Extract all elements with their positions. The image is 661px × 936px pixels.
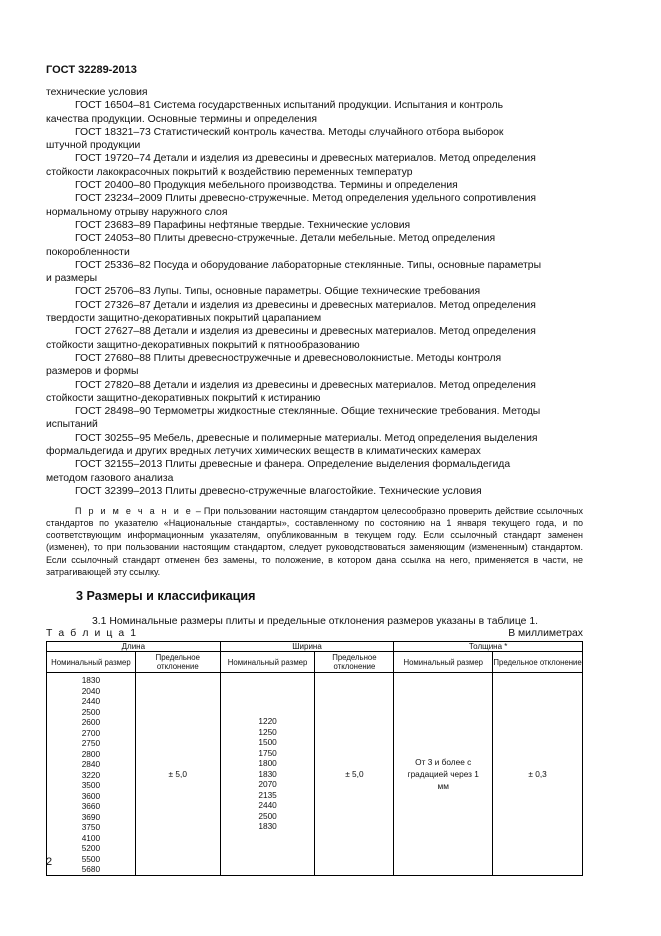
reference-code: ГОСТ 20400–80: [75, 180, 151, 192]
table-row: [47, 673, 583, 876]
size-value: 2040: [81, 685, 101, 696]
col-width-nominal: Номинальный размер: [220, 652, 315, 673]
continuation-line: технические условия: [46, 87, 148, 98]
size-value: 3600: [81, 790, 101, 801]
col-thickness-tolerance: Предельное отклонение: [493, 652, 583, 673]
size-value: 2440: [81, 696, 101, 707]
reference-title: Продукция мебельного производства. Термины и определения: [153, 180, 458, 192]
dimensions-table: [46, 641, 583, 876]
reference-code: ГОСТ 23683–89: [75, 219, 151, 231]
size-value: 1220: [258, 716, 277, 727]
reference-item: [46, 99, 583, 112]
reference-item: [46, 405, 583, 418]
reference-code: ГОСТ 25336–82: [75, 259, 151, 271]
reference-title: Плиты древесно-стружечные влагостойкие. Технические условия: [165, 485, 482, 497]
length-values-cell: [47, 673, 136, 876]
reference-item: [46, 259, 583, 272]
size-value: 1830: [258, 768, 277, 779]
col-group-width: Ширина: [220, 642, 394, 652]
note-text: – При пользовании настоящим стандартом целесообразно проверить действие ссылочных стандартов по указателю «Национальные стандарты», составленному по состоянию на 1 января текущего года, и по соответствующим информационным указателям, опубликованным в текущем году. Если ссылочный стандарт заменен (изменен), то при пользовании настоящим стандартом, следует руководствоваться заменяющим (измененным) стандартом. Если ссылочный стандарт отменен без замены, то положение, в котором дана ссылка на него, применяется в части, не затрагивающей эту ссылку.: [46, 506, 583, 577]
size-value: 2440: [258, 800, 277, 811]
document-body: [46, 86, 583, 876]
reference-title: Плиты древесно-стружечные. Детали мебельные. Метод определения: [153, 233, 496, 245]
size-value: 3500: [81, 780, 101, 791]
length-tolerance-cell: ± 5,0: [135, 673, 220, 876]
reference-code: ГОСТ 25706–83: [75, 286, 151, 298]
reference-item: [46, 352, 583, 365]
reference-code: ГОСТ 27820–88: [75, 379, 151, 391]
reference-title: Детали и изделия из древесины и древесных материалов. Метод определения: [153, 326, 536, 338]
reference-continuation: покоробленности: [46, 246, 130, 258]
reference-continuation: размеров и формы: [46, 366, 139, 378]
size-value: 3220: [81, 769, 101, 780]
reference-code: ГОСТ 19720–74: [75, 153, 151, 165]
size-value: 5680: [81, 864, 101, 875]
reference-item: [46, 458, 583, 471]
reference-title: Мебель, древесные и полимерные материалы. Метод определения выделения: [153, 432, 538, 444]
size-value: 1830: [258, 821, 277, 832]
document-header: ГОСТ 32289-2013: [46, 64, 137, 76]
reference-code: ГОСТ 27326–87: [75, 299, 151, 311]
col-group-length: Длина: [47, 642, 221, 652]
thickness-tolerance-cell: ± 0,3: [493, 673, 583, 876]
reference-item: [46, 325, 583, 338]
size-value: 1500: [258, 737, 277, 748]
col-length-tolerance: Предельное отклонение: [135, 652, 220, 673]
reference-continuation: качества продукции. Основные термины и определения: [46, 113, 317, 125]
size-value: 3690: [81, 811, 101, 822]
size-value: 2500: [81, 706, 101, 717]
reference-code: ГОСТ 30255–95: [75, 432, 151, 444]
table-caption: Т а б л и ц а 1: [46, 628, 138, 640]
size-value: 2800: [81, 748, 101, 759]
size-value: 1750: [258, 747, 277, 758]
thickness-nominal-cell: От 3 и более с градацией через 1 мм: [394, 673, 493, 876]
reference-title: Посуда и оборудование лабораторные стеклянные. Типы, основные параметры: [153, 259, 542, 271]
reference-title: Детали и изделия из древесины и древесных материалов. Метод определения: [153, 299, 536, 311]
reference-title: Плиты древесностружечные и древесноволокнистые. Методы контроля: [153, 352, 502, 364]
reference-code: ГОСТ 27680–88: [75, 352, 151, 364]
reference-code: ГОСТ 16504–81: [75, 100, 151, 112]
reference-code: ГОСТ 24053–80: [75, 233, 151, 245]
reference-item: [46, 152, 583, 165]
reference-continuation: твердости защитно-декоративных покрытий царапанием: [46, 313, 322, 325]
reference-item: [46, 485, 583, 498]
reference-title: Система государственных испытаний продукции. Испытания и контроль: [153, 100, 504, 112]
reference-item: [46, 285, 583, 298]
reference-item: [46, 192, 583, 205]
reference-continuation: стойкости защитно-декоративных покрытий к истиранию: [46, 392, 321, 404]
reference-item: [46, 232, 583, 245]
reference-continuation: методом газового анализа: [46, 472, 174, 484]
reference-code: ГОСТ 32155–2013: [75, 459, 163, 471]
size-value: 5500: [81, 853, 101, 864]
table-caption-row: [46, 628, 583, 640]
reference-title: Статистический контроль качества. Методы случайного отбора выборок: [153, 126, 504, 138]
width-tolerance-cell: ± 5,0: [315, 673, 394, 876]
reference-code: ГОСТ 23234–2009: [75, 193, 163, 205]
reference-item: [46, 219, 583, 232]
width-values-cell: [220, 673, 315, 876]
size-value: 2700: [81, 727, 101, 738]
size-value: 1250: [258, 726, 277, 737]
reference-title: Парафины нефтяные твердые. Технические условия: [153, 219, 411, 231]
reference-title: Лупы. Типы, основные параметры. Общие технические требования: [153, 286, 481, 298]
reference-title: Термометры жидкостные стеклянные. Общие технические требования. Методы: [153, 406, 541, 418]
reference-title: Детали и изделия из древесины и древесных материалов. Метод определения: [153, 379, 536, 391]
reference-item: [46, 379, 583, 392]
reference-code: ГОСТ 18321–73: [75, 126, 151, 138]
col-thickness-nominal: Номинальный размер: [394, 652, 493, 673]
size-value: 2750: [81, 738, 101, 749]
reference-code: ГОСТ 28498–90: [75, 406, 151, 418]
size-value: 5200: [81, 843, 101, 854]
reference-code: ГОСТ 27627–88: [75, 326, 151, 338]
reference-item: [46, 126, 583, 139]
size-value: 3660: [81, 801, 101, 812]
normative-references-list: [46, 99, 583, 498]
reference-continuation: стойкости лакокрасочных покрытий к воздействию переменных температур: [46, 166, 413, 178]
reference-title: Плиты древесные и фанера. Определение выделения формальдегида: [165, 459, 511, 471]
reference-continuation: нормальному отрыву наружного слоя: [46, 206, 228, 218]
page-number: 2: [46, 856, 53, 868]
size-value: 2600: [81, 717, 101, 728]
note-paragraph: [46, 505, 583, 578]
col-width-tolerance: Предельное отклонение: [315, 652, 394, 673]
reference-item: [46, 179, 583, 192]
reference-code: ГОСТ 32399–2013: [75, 485, 163, 497]
table-units: В миллиметрах: [508, 628, 583, 640]
size-value: 1800: [258, 758, 277, 769]
reference-title: Плиты древесно-стружечные. Метод определения удельного сопротивления: [165, 193, 537, 205]
reference-continuation: штучной продукции: [46, 140, 141, 152]
note-label: П р и м е ч а н и е: [75, 506, 193, 517]
size-value: 3750: [81, 822, 101, 833]
col-group-thickness: Толщина *: [394, 642, 583, 652]
reference-continuation: стойкости защитно-декоративных покрытий к пятнообразованию: [46, 339, 360, 351]
reference-item: [46, 299, 583, 312]
col-length-nominal: Номинальный размер: [47, 652, 136, 673]
size-value: 2840: [81, 759, 101, 770]
section-heading: 3 Размеры и классификация: [76, 588, 256, 603]
size-value: 4100: [81, 832, 101, 843]
size-value: 1830: [81, 675, 101, 686]
reference-continuation: и размеры: [46, 273, 98, 285]
reference-title: Детали и изделия из древесины и древесных материалов. Метод определения: [153, 153, 536, 165]
reference-item: [46, 432, 583, 445]
paragraph-3-1: 3.1 Номинальные размеры плиты и предельные отклонения размеров указаны в таблице 1.: [92, 616, 538, 628]
reference-continuation: формальдегида и других вредных летучих химических веществ в климатических камерах: [46, 446, 481, 458]
reference-continuation: испытаний: [46, 419, 98, 431]
size-value: 2500: [258, 810, 277, 821]
size-value: 2135: [258, 789, 277, 800]
size-value: 2070: [258, 779, 277, 790]
